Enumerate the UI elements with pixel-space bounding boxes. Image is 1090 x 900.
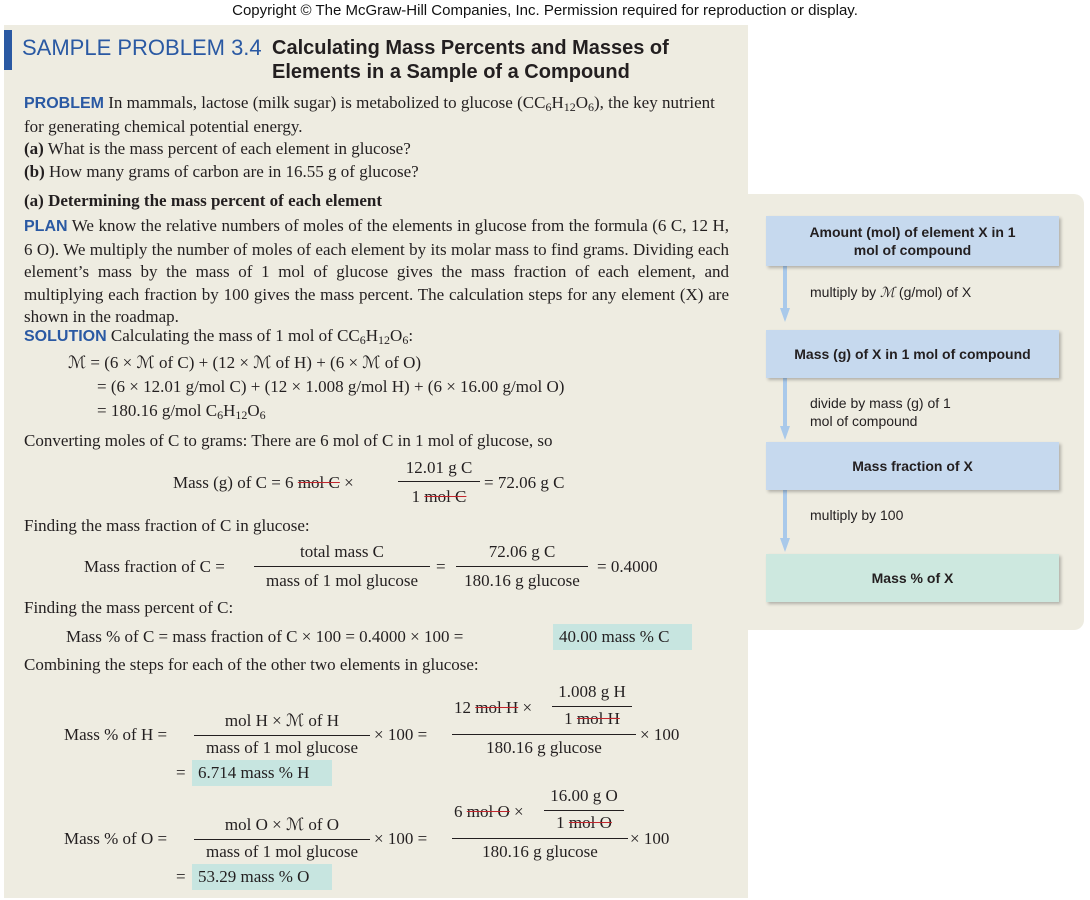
mass-fraction-lhs: Mass fraction of C = xyxy=(84,557,225,576)
roadmap-step-divide: divide by mass (g) of 1 mol of compound xyxy=(810,395,951,429)
mass-c-result: = 72.06 g C xyxy=(484,473,565,492)
h-times-100: × 100 = xyxy=(374,725,428,744)
plan-paragraph xyxy=(24,215,729,329)
part-b-label: (b) xyxy=(24,161,45,181)
h-fraction-bar xyxy=(194,735,370,736)
o-result-equals: = xyxy=(176,867,186,886)
finding-percent-text: Finding the mass percent of C: xyxy=(24,598,234,617)
solution-intro: SOLUTION Calculating the mass of 1 mol of $CC_6H_{12}O_6$: xyxy=(24,326,414,347)
h-times-100-end: × 100 xyxy=(640,725,680,744)
fraction-numerator-1: total mass C xyxy=(299,542,385,561)
problem-label: PROBLEM xyxy=(24,95,104,112)
o-fraction-bar xyxy=(194,839,370,840)
o-inner-numerator: 16.00 g O xyxy=(550,786,618,805)
h-inner-numerator: 1.008 g H xyxy=(558,682,626,701)
mass-c-equation: Mass (g) of C = 6 mol C × xyxy=(173,473,354,492)
fraction-denominator-1: mass of 1 mol glucose xyxy=(265,571,419,590)
solution-label: SOLUTION xyxy=(24,328,107,345)
arrow-down-icon xyxy=(780,490,790,552)
o-big-denominator: 180.16 g glucose xyxy=(482,842,598,861)
section-a-heading: (a) Determining the mass percent of each element xyxy=(24,191,383,210)
fraction-numerator-2: 72.06 g C xyxy=(488,542,556,561)
roadmap-step-multiply-molar-mass: multiply by ℳ (g/mol) of X xyxy=(810,284,972,301)
h-big-numerator: 12 mol H × xyxy=(454,698,533,717)
title-line-1: Calculating Mass Percents and Masses of xyxy=(272,37,669,59)
molar-mass-eq-2: = (6 × 12.01 g/mol C) + (12 × 1.008 g/mol H) + (6 × 16.00 g/mol O) xyxy=(97,377,565,396)
fraction-bar-1 xyxy=(254,566,430,567)
problem-statement: PROBLEM In mammals, lactose (milk sugar) is metabolized to glucose $(CC_6H_{12}O_6)$, the key nutrient for generating chemical potential energy. (a) What is the mass percent of each element in glucose? (b) How many grams of carbon are in 16.55 g of glucose? xyxy=(24,93,715,181)
mass-percent-o-lhs: Mass % of O = xyxy=(64,829,168,848)
part-a-label: (a) xyxy=(24,139,44,158)
combining-text: Combining the steps for each of the other two elements in glucose: xyxy=(24,655,479,674)
plan-label: PLAN xyxy=(24,218,68,235)
part-b-question: How many grams of carbon are in 16.55 g of glucose? xyxy=(49,161,419,181)
roadmap-box-mass: Mass (g) of X in 1 mol of compound xyxy=(766,330,1059,378)
sample-problem-title xyxy=(272,36,669,84)
mass-percent-c-equation: Mass % of C = mass fraction of C × 100 = 0.4000 × 100 = xyxy=(66,627,464,646)
o-inner-fraction-bar xyxy=(544,810,624,811)
molar-mass-eq-1: ℳ = (6 × ℳ of C) + (12 × ℳ of H) + (6 × ℳ of O) xyxy=(68,353,422,372)
copyright-notice: Copyright © The McGraw-Hill Companies, Inc. Permission required for reproduction or display. xyxy=(232,2,858,19)
roadmap-box-amount: Amount (mol) of element X in 1 mol of compound xyxy=(766,216,1059,266)
roadmap-step-multiply-100: multiply by 100 xyxy=(810,507,904,523)
o-inner-denominator: 1 mol O xyxy=(556,813,612,832)
o-numerator: mol O × ℳ of O xyxy=(224,815,340,834)
converting-text: Converting moles of C to grams: There are 6 mol of C in 1 mol of glucose, so xyxy=(24,431,553,450)
h-big-denominator: 180.16 g glucose xyxy=(486,738,602,757)
o-times-100-end: × 100 xyxy=(630,829,670,848)
mass-c-numerator: 12.01 g C xyxy=(405,458,473,477)
mass-percent-h-lhs: Mass % of H = xyxy=(64,725,168,744)
problem-text: In mammals, lactose (milk sugar) is metabolized to glucose (C xyxy=(108,93,535,112)
arrow-down-icon xyxy=(780,378,790,440)
mass-c-denominator: 1 mol C xyxy=(411,487,467,506)
fraction-result: = 0.4000 xyxy=(597,557,658,576)
fraction-bar-2 xyxy=(456,566,588,567)
h-numerator: mol H × ℳ of H xyxy=(224,711,340,730)
o-big-fraction-bar xyxy=(452,838,628,839)
h-inner-fraction-bar xyxy=(552,706,632,707)
roadmap-box-mass-fraction: Mass fraction of X xyxy=(766,442,1059,490)
o-denominator: mass of 1 mol glucose xyxy=(205,842,359,861)
arrow-down-icon xyxy=(780,266,790,322)
fraction-equals: = xyxy=(436,557,446,576)
o-times-100: × 100 = xyxy=(374,829,428,848)
part-a-question: What is the mass percent of each element in glucose? xyxy=(47,139,411,158)
header-tab xyxy=(4,30,12,70)
mass-percent-h-result: 6.714 mass % H xyxy=(198,763,310,782)
roadmap-box-mass-percent: Mass % of X xyxy=(766,554,1059,602)
h-denominator: mass of 1 mol glucose xyxy=(205,738,359,757)
plan-text: We know the relative numbers of moles of the elements in glucose from the formula (6 C, 12 H, 6 O). We multiply the number of moles of each element by its molar mass to find grams. Dividing each element’s mass by the mass of 1 mol of glucose gives the mass fraction of each element, and multiplying each fraction by 100 gives the mass percent. The calculation steps for any element (X) are shown in the roadmap. xyxy=(24,216,729,326)
finding-fraction-text: Finding the mass fraction of C in glucose: xyxy=(24,516,310,535)
mass-c-fraction-bar xyxy=(398,481,480,482)
title-line-2: Elements in a Sample of a Compound xyxy=(272,61,630,83)
sample-problem-number: SAMPLE PROBLEM 3.4 xyxy=(22,35,262,60)
molar-mass-eq-3: = 180.16 g/mol $C_6H_{12}O_6$ xyxy=(97,401,266,422)
mass-percent-c-result: 40.00 mass % C xyxy=(559,627,670,646)
mass-percent-o-result: 53.29 mass % O xyxy=(198,867,310,886)
fraction-denominator-2: 180.16 g glucose xyxy=(464,571,580,590)
h-big-fraction-bar xyxy=(452,734,636,735)
h-inner-denominator: 1 mol H xyxy=(564,709,620,728)
o-big-numerator: 6 mol O × xyxy=(454,802,524,821)
h-result-equals: = xyxy=(176,763,186,782)
